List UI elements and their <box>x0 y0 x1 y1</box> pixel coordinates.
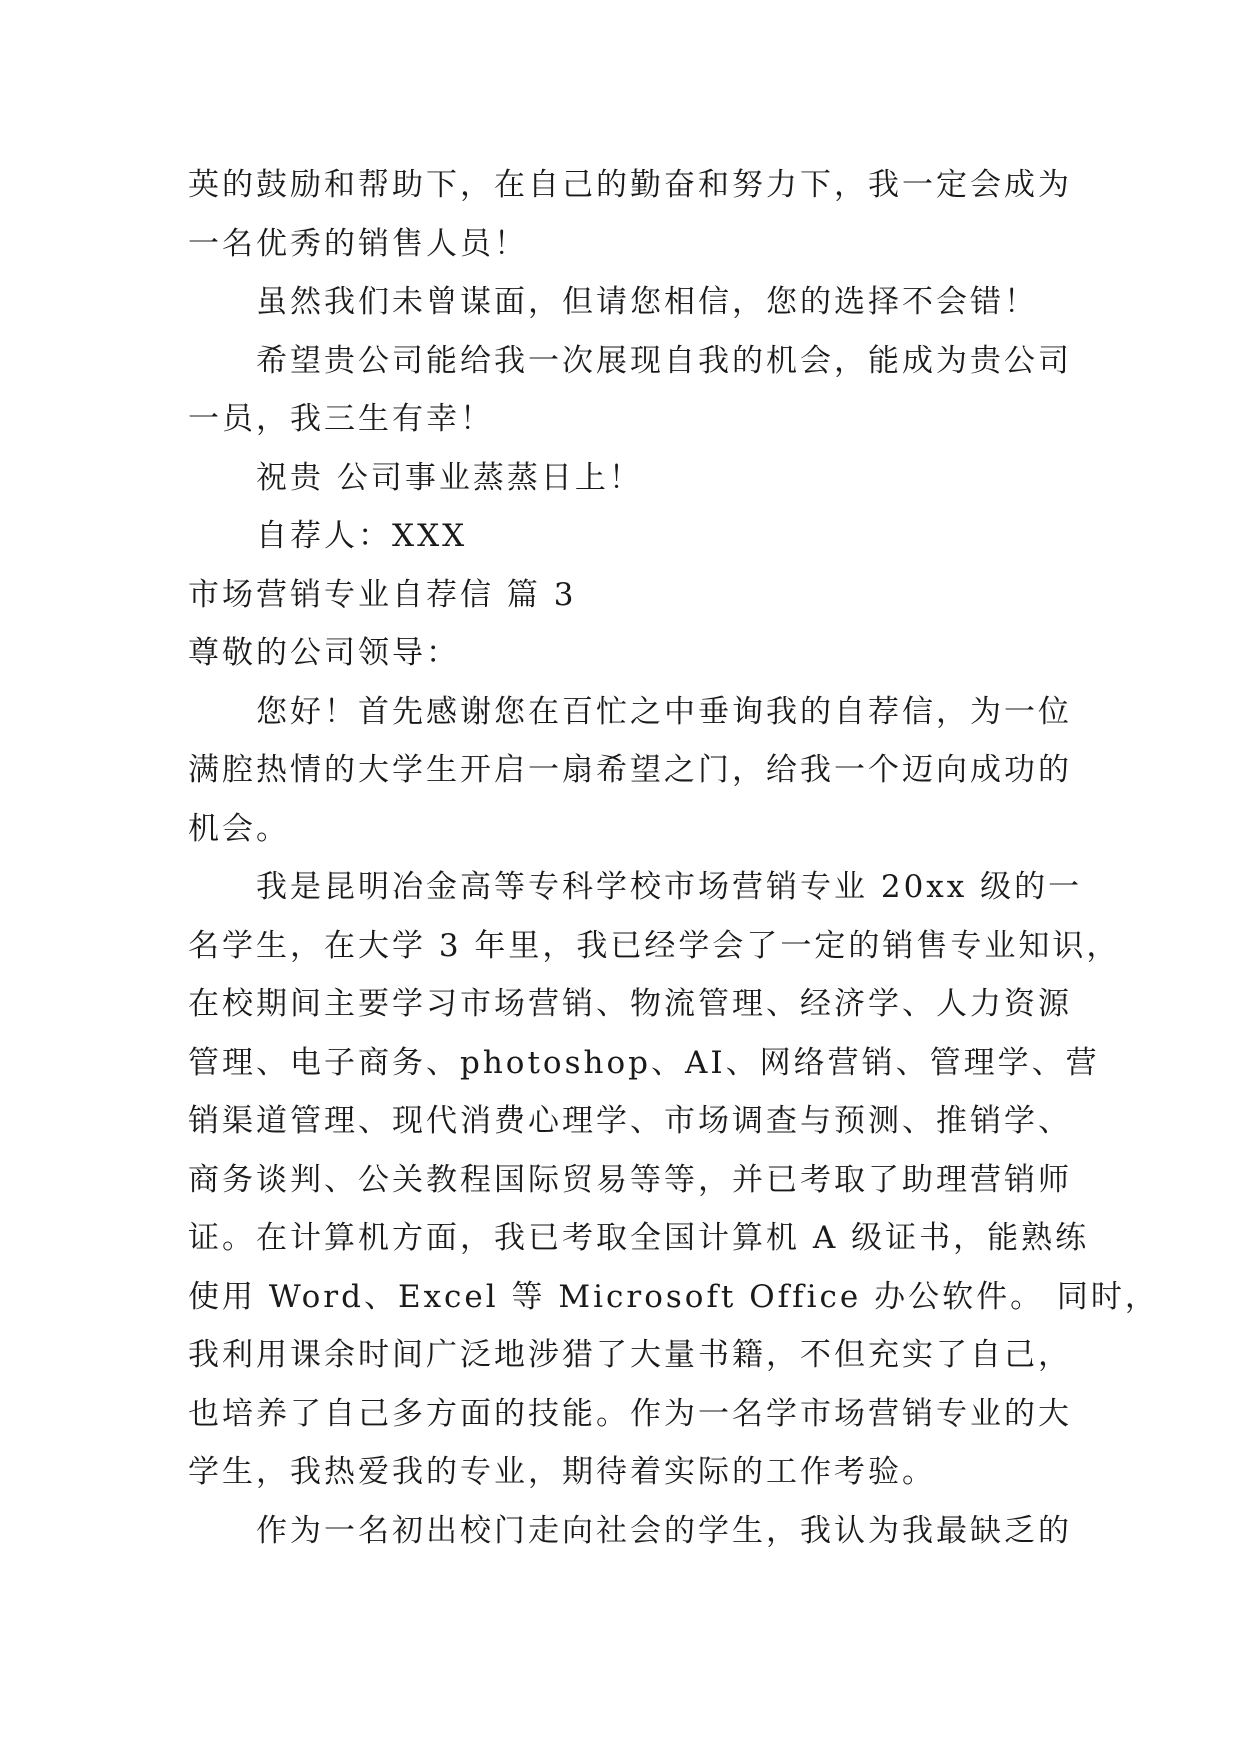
text-line: 一员，我三生有幸！ <box>188 401 494 437</box>
text-line: 您好！首先感谢您在百忙之中垂询我的自荐信，为一位 <box>256 693 1072 730</box>
section-heading: 市场营销专业自荐信 篇 3 <box>188 576 577 613</box>
text-line: 名学生，在大学 3 年里，我已经学会了一定的销售专业知识， <box>188 927 1121 964</box>
text-line: 我是昆明冶金高等专科学校市场营销专业 20xx 级的一 <box>256 869 1083 905</box>
text-line: 证。在计算机方面，我已考取全国计算机 A 级证书，能熟练 <box>188 1220 1090 1256</box>
text-line: 机会。 <box>188 810 290 847</box>
text-line: 商务谈判、公关教程国际贸易等等，并已考取了助理营销师 <box>188 1161 1072 1198</box>
text-line: 销渠道管理、现代消费心理学、市场调查与预测、推销学、 <box>188 1103 1072 1139</box>
text-line: 一名优秀的销售人员！ <box>188 225 528 262</box>
text-line: 英的鼓励和帮助下，在自己的勤奋和努力下，我一定会成为 <box>188 167 1072 203</box>
closing-wish: 祝贵 公司事业蒸蒸日上！ <box>256 459 643 496</box>
salutation: 尊敬的公司领导： <box>188 635 460 671</box>
text-line: 使用 Word、Excel 等 Microsoft Office 办公软件。 同时， <box>188 1278 1159 1315</box>
text-line: 也培养了自己多方面的技能。作为一名学市场营销专业的大 <box>188 1395 1072 1432</box>
signature-line: 自荐人：XXX <box>256 518 468 554</box>
text-line: 虽然我们未曾谋面，但请您相信，您的选择不会错！ <box>256 284 1038 320</box>
text-line: 我利用课余时间广泛地涉猎了大量书籍，不但充实了自己， <box>188 1337 1072 1373</box>
document-body <box>188 156 1159 1560</box>
text-line: 希望贵公司能给我一次展现自我的机会，能成为贵公司 <box>256 342 1072 379</box>
text-line: 在校期间主要学习市场营销、物流管理、经济学、人力资源 <box>188 986 1072 1022</box>
text-line: 学生，我热爱我的专业，期待着实际的工作考验。 <box>188 1454 936 1490</box>
text-line: 满腔热情的大学生开启一扇希望之门，给我一个迈向成功的 <box>188 752 1072 788</box>
text-line: 管理、电子商务、photoshop、AI、网络营销、管理学、营 <box>188 1044 1100 1081</box>
text-line: 作为一名初出校门走向社会的学生，我认为我最缺乏的 <box>256 1512 1072 1549</box>
